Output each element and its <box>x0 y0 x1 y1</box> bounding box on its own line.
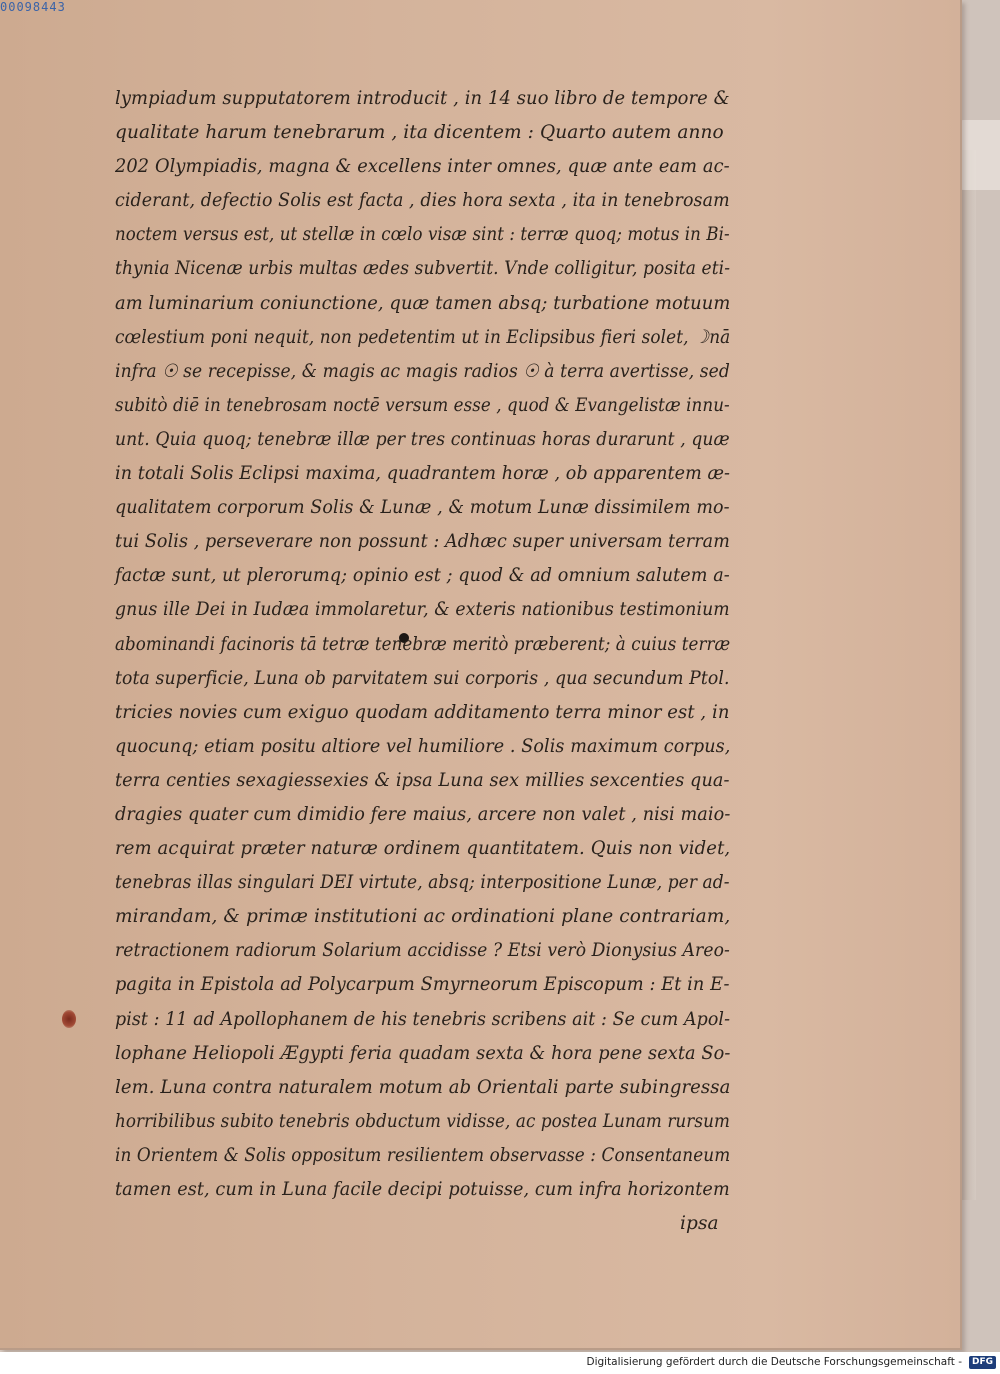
text-line: dragies quater cum dimidio fere maius, arcere non valet , nisi maio- <box>115 803 731 825</box>
page-text <box>115 82 730 1241</box>
text-line: tui Solis , perseverare non possunt : Adhæc super universam terram <box>115 531 730 553</box>
text-line: in Orientem & Solis oppositum resilientem observasse : Consentaneum <box>115 1144 731 1166</box>
text-line: 202 Olympiadis, magna & excellens inter omnes, quæ ante eam ac- <box>115 156 730 178</box>
text-line: rem acquirat præter naturæ ordinem quantitatem. Quis non videt, <box>115 838 731 860</box>
text-line: am luminarium coniunctione, quæ tamen absq; turbatione motuum <box>115 292 731 314</box>
text-line: in totali Solis Eclipsi maxima, quadrantem horæ , ob apparentem æ- <box>115 463 731 485</box>
text-line: pagita in Epistola ad Polycarpum Smyrneorum Episcopum : Et in E- <box>115 974 730 996</box>
text-line: terra centies sexagiessexies & ipsa Luna sex millies sexcenties qua- <box>115 769 730 791</box>
text-line: cœlestium poni nequit, non pedetentim ut in Eclipsibus fieri solet, ☽nā <box>115 326 731 348</box>
text-line: factæ sunt, ut plerorumq; opinio est ; quod & ad omnium salutem a- <box>115 565 730 587</box>
text-line: quocunq; etiam positu altiore vel humiliore . Solis maximum corpus, <box>115 735 731 757</box>
digitization-footer <box>0 1352 1000 1374</box>
text-line: ciderant, defectio Solis est facta , dies hora sexta , ita in tenebrosam <box>115 190 730 212</box>
text-line: tricies novies cum exiguo quodam additamento terra minor est , in <box>115 701 730 723</box>
catchword: ipsa <box>680 1213 719 1235</box>
corner-id: 00098443 <box>0 0 66 14</box>
text-line: gnus ille Dei in Iudæa immolaretur, & exteris nationibus testimonium <box>115 599 730 621</box>
dfg-logo: DFG <box>969 1356 996 1369</box>
text-line: retractionem radiorum Solarium accidisse ? Etsi verò Dionysius Areo- <box>115 940 730 962</box>
text-line: qualitate harum tenebrarum , ita dicentem : Quarto autem anno <box>115 122 724 144</box>
text-line: tota superficie, Luna ob parvitatem sui corporis , qua secundum Ptol. <box>115 667 730 689</box>
text-line: unt. Quia quoq; tenebræ illæ per tres continuas horas durarunt , quæ <box>115 428 730 450</box>
page-edge-shadow <box>960 150 976 1200</box>
paper-stain <box>62 1010 76 1028</box>
text-line: tamen est, cum in Luna facile decipi potuisse, cum infra horizontem <box>115 1179 730 1200</box>
funding-credit: Digitalisierung gefördert durch die Deutsche Forschungsgemeinschaft - <box>586 1356 962 1368</box>
text-line: infra ☉ se recepisse, & magis ac magis radios ☉ à terra avertisse, sed <box>115 360 730 382</box>
text-line: noctem versus est, ut stellæ in cœlo visæ sint : terræ quoq; motus in Bi- <box>115 224 730 246</box>
text-line: abominandi facinoris tā tetræ tenebræ meritò præberent; à cuius terræ <box>115 633 731 655</box>
text-line: horribilibus subito tenebris obductum vidisse, ac postea Lunam rursum <box>115 1110 730 1132</box>
text-line: lem. Luna contra naturalem motum ab Orientali parte subingressa <box>115 1076 731 1098</box>
text-line: pist : 11 ad Apollophanem de his tenebris scribens ait : Se cum Apol- <box>115 1008 731 1030</box>
text-line: tenebras illas singulari DEI virtute, absq; interpositione Lunæ, per ad- <box>115 872 730 894</box>
text-line: subitò diē in tenebrosam noctē versum esse , quod & Evangelistæ innu- <box>115 394 730 416</box>
text-line: lympiadum supputatorem introducit , in 14 suo libro de tempore & <box>115 88 730 109</box>
text-line: mirandam, & primæ institutioni ac ordinationi plane contrariam, <box>115 906 731 928</box>
text-line: thynia Nicenæ urbis multas ædes subvertit. Vnde colligitur, posita eti- <box>115 258 731 280</box>
text-line: lophane Heliopoli Ægypti feria quadam sexta & hora pene sexta So- <box>115 1042 731 1064</box>
text-line: qualitatem corporum Solis & Lunæ , & motum Lunæ dissimilem mo- <box>115 497 730 519</box>
